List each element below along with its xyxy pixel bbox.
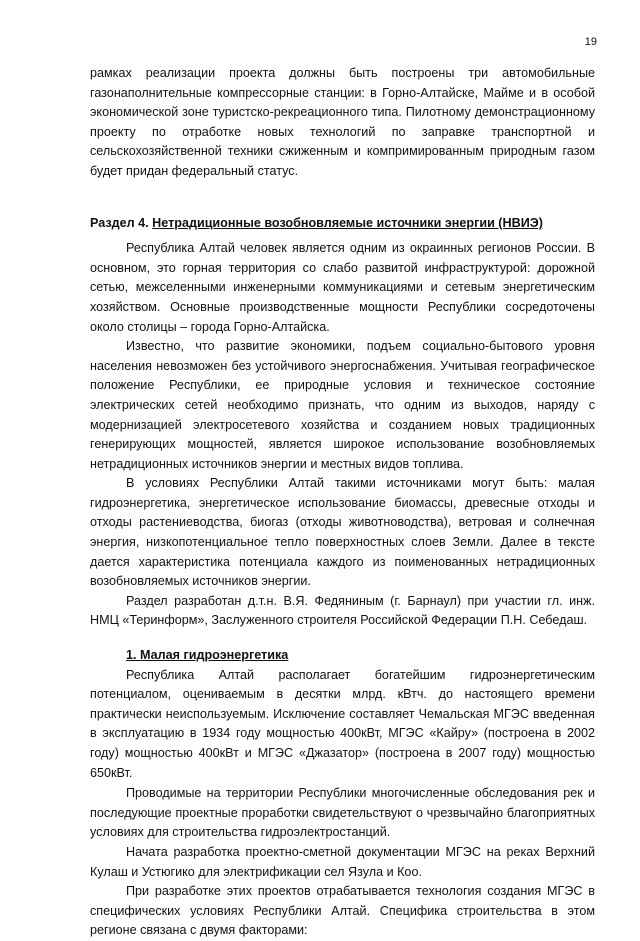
section-paragraph: Раздел разработан д.т.н. В.Я. Федяниным (г. Барнаул) при участии гл. инж. НМЦ «Теринформ», Заслуженного строителя Российской Федерации П.Н. Себедаш. [90,593,595,628]
page-body [90,64,595,941]
section-paragraph: Республика Алтай человек является одним из окраинных регионов России. В основном, это горная территория со слабо развитой инфраструктурой: дорожной сетью, межселенными инженерными коммуникациями и сетевым энергетическим хозяйством. Основные производственные мощности Республики сосредоточены около столицы – города Горно-Алтайска. [90,241,595,334]
section-paragraph: В условиях Республики Алтай такими источниками могут быть: малая гидроэнергетика, энергетическое использование биомассы, древесные отходы и отходы растениеводства, биогаз (отходы животноводства), ветровая и солнечная энергия, низкопотенциальное тепло поверхностных слоев Земли. Далее в тексте дается характеристика потенциала каждого из поименованных нетрадиционных возобновляемых источников энергии. [90,476,595,589]
intro-paragraph: рамках реализации проекта должны быть построены три автомобильные газонаполнительные компрессорные станции: в Горно-Алтайске, Майме и в особой экономической зоне туристско-рекреационного типа. Пилотному демонстрационному проекту по отработке новых технологий по заправке транспортной и сельскохозяйственной техники сжиженным и компримированным природным газом будет придан федеральный статус. [90,66,595,178]
subsection-paragraph: Проводимые на территории Республики многочисленные обследования рек и последующие проектные проработки свидетельствуют о чрезвычайно благоприятных условиях для строительства гидроэлектростанций. [90,786,595,840]
subsection-paragraph: Республика Алтай располагает богатейшим гидроэнергетическим потенциалом, оцениваемым в десятки млрд. кВтч. до настоящего времени практически неиспользуемым. Исключение составляет Чемальская МГЭС введенная в эксплуатацию в 1934 году мощностью 400кВт, МГЭС «Кайру» (построена в 2002 году) мощностью 400кВт и МГЭС «Джазатор» (построена в 2007 году) мощностью 650кВт. [90,667,595,780]
section-prefix: Раздел 4. [90,215,149,230]
page-number: 19 [584,36,597,48]
section-heading [90,214,595,234]
subsection-title: 1. Малая гидроэнергетика [126,648,289,663]
subsection-paragraph: При разработке этих проектов отрабатывается технология создания МГЭС в специфических условиях Республики Алтай. Специфика строительства в этом регионе связана с двумя факторами: [90,884,595,938]
subsection-paragraph: Начата разработка проектно-сметной документации МГЭС на реках Верхний Кулаш и Устюгико для электрификации сел Язула и Коо. [90,844,595,879]
section-title: Нетрадиционные возобновляемые источники энергии (НВИЭ) [152,215,543,230]
section-paragraph: Известно, что развитие экономики, подъем социально-бытового уровня населения невозможен без устойчивого энергоснабжения. Учитывая географическое положение Республики, ее природные условия и техническое состояние электрических сетей необходимо признать, что одним из выходов, наряду с модернизацией электросетевого хозяйства и созданием новых традиционных генерирующих мощностей, является широкое использование возобновляемых нетрадиционных источников энергии и местных видов топлива. [90,339,595,471]
